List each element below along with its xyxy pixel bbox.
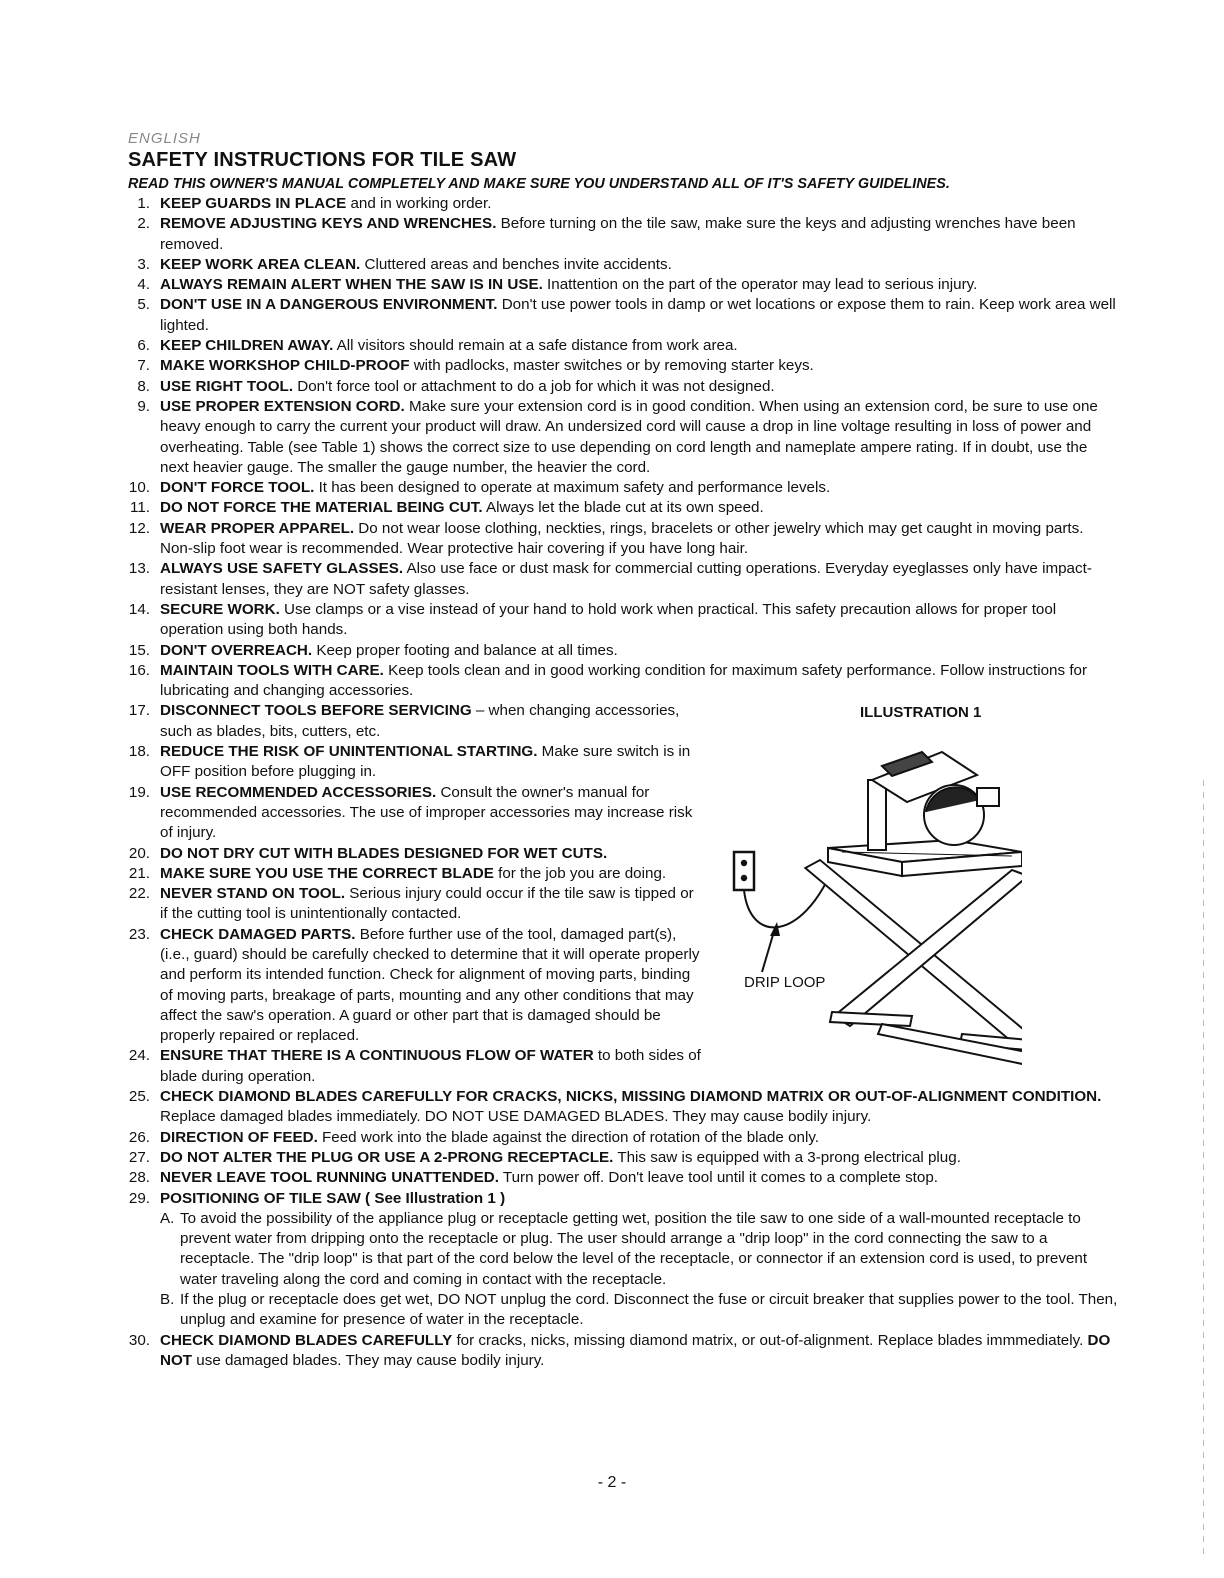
safety-rule-15 (128, 641, 1118, 661)
rule-text: Keep tools clean and in good working condition for maximum safety performance. Follow instructions for lubricating and changing accessories. (160, 661, 1088, 700)
rule-heading: KEEP GUARDS IN PLACE (160, 195, 347, 212)
rule-text: Before turning on the tile saw, make sure the keys and adjusting wrenches have been removed. (160, 215, 1076, 253)
rule-text: Use clamps or a vise instead of your hand to hold work when practical. This safety precaution allows for proper tool operation using both hands. (160, 600, 1057, 639)
rule-heading: REDUCE THE RISK OF UNINTENTIONAL STARTING. (160, 743, 538, 761)
rule-emphasis: DO NOT (160, 1331, 1111, 1369)
rule-text: Always let the blade cut at its own speed. (482, 499, 764, 517)
rule-text: Keep proper footing and balance at all times. (312, 641, 618, 659)
rule-text: Make sure your extension cord is in good condition. When using an extension cord, be sure to use one heavy enough to carry the current your product will draw. An undersized cord will cause a drop in line voltage resulting in loss of power and overheating. Table (see Table 1) shows the correct size to use depending on cord length and nameplate ampere rating. If in doubt, use the next heavier gauge. The smaller the gauge number, the heavier the cord. (160, 397, 1098, 476)
safety-rule-25 (128, 1087, 1118, 1128)
rule-heading: REMOVE ADJUSTING KEYS AND WRENCHES. (160, 215, 497, 233)
safety-rule-5 (128, 295, 1118, 336)
rule-29-sublist (160, 1209, 1118, 1331)
rule-number: 9. (137, 397, 150, 415)
rule-heading: ENSURE THAT THERE IS A CONTINUOUS FLOW OF WATER (160, 1047, 594, 1065)
rule-number: 2. (137, 215, 150, 233)
rule-heading: MAKE WORKSHOP CHILD-PROOF (160, 357, 410, 375)
rule-heading: KEEP WORK AREA CLEAN. (160, 255, 361, 273)
rule-heading: DO NOT ALTER THE PLUG OR USE A 2-PRONG RECEPTACLE. (160, 1148, 614, 1166)
rule-number: 16. (128, 661, 150, 679)
safety-rule-9 (128, 397, 1118, 478)
safety-rule-22 (128, 884, 705, 925)
rule-29-item-a (160, 1209, 1118, 1290)
rule-number: 5. (137, 296, 150, 314)
safety-rule-14 (128, 600, 1118, 641)
rule-number: 7. (137, 357, 150, 375)
rule-heading: USE RECOMMENDED ACCESSORIES. (160, 783, 437, 801)
safety-rule-10 (128, 478, 1118, 498)
wall-receptacle (734, 852, 754, 890)
rule-number: 19. (128, 783, 150, 801)
rule-heading: CHECK DIAMOND BLADES CAREFULLY FOR CRACKS, NICKS, MISSING DIAMOND MATRIX OR OUT-OF-ALIGNMENT CONDITION. (160, 1088, 1102, 1106)
rule-text: Turn power off. Don't leave tool until it comes to a complete stop. (498, 1169, 939, 1187)
rule-heading: DO NOT FORCE THE MATERIAL BEING CUT. (160, 499, 483, 517)
safety-rule-26 (128, 1128, 1118, 1148)
rule-heading: NEVER STAND ON TOOL. (160, 885, 346, 903)
rule-text: This saw is equipped with a 3-prong electrical plug. (613, 1148, 961, 1166)
rule-number: 10. (128, 479, 150, 497)
rule-heading: DISCONNECT TOOLS BEFORE SERVICING (160, 702, 472, 720)
safety-rule-24 (128, 1046, 705, 1087)
safety-rule-17 (128, 701, 705, 742)
safety-rule-3 (128, 255, 1118, 275)
rule-text: Don't force tool or attachment to do a job for which it was not designed. (293, 377, 775, 395)
rule-number: 15. (128, 641, 150, 659)
rule-text: – when changing accessories, such as blades, bits, cutters, etc. (160, 702, 680, 740)
safety-rule-7 (128, 356, 1118, 376)
rule-text: Also use face or dust mask for commercial cutting operations. Everyday eyeglasses only have impact-resistant lenses, they are NOT safety glasses. (160, 560, 1092, 598)
safety-rule-12 (128, 519, 1118, 560)
rule-number: 26. (128, 1128, 150, 1146)
safety-rule-8 (128, 377, 1118, 397)
rule-number: 25. (128, 1088, 150, 1106)
rule-text: Don't use power tools in damp or wet locations or expose them to rain. Keep work area well lighted. (160, 296, 1116, 334)
rule-number: 23. (128, 925, 150, 943)
rule-29-item-b (160, 1290, 1118, 1331)
rule-text: Replace damaged blades immediately. DO NOT USE DAMAGED BLADES. They may cause bodily injury. (160, 1108, 872, 1126)
safety-rule-13 (128, 559, 1118, 600)
rule-text: Do not wear loose clothing, neckties, rings, bracelets or other jewelry which may get caught in moving parts. Non-slip foot wear is recommended. Wear protective hair covering if you have long hair. (160, 519, 1084, 558)
safety-rule-28 (128, 1168, 1118, 1188)
saw-stand (805, 860, 1022, 1066)
rule-heading: MAKE SURE YOU USE THE CORRECT BLADE (160, 864, 494, 882)
rule-heading: POSITIONING OF TILE SAW ( See Illustration 1 ) (160, 1189, 506, 1207)
rule-number: 21. (128, 864, 150, 882)
rule-number: 3. (137, 255, 150, 273)
safety-rule-30 (128, 1331, 1118, 1372)
rule-text: for cracks, nicks, missing diamond matrix, or out-of-alignment. Replace blades immmediately. (452, 1331, 1088, 1349)
rule-text: Cluttered areas and benches invite accidents. (360, 255, 672, 273)
rule-number: 4. (137, 276, 150, 294)
rule-text: to both sides of blade during operation. (160, 1047, 701, 1085)
safety-rule-23 (128, 925, 705, 1047)
rule-heading: DON'T OVERREACH. (160, 641, 313, 659)
sub-text: To avoid the possibility of the appliance plug or receptacle getting wet, position the tile saw to one side of a wall-mounted receptacle to prevent water from dripping onto the receptacle or plug. The user should arrange a "drip loop" in the cord connecting the saw to a receptacle. The "drip loop" is that part of the cord below the level of the receptacle, or connector if an extension cord is used, to prevent water traveling along the cord and coming in contact with the receptacle. (180, 1209, 1088, 1288)
scan-edge-line (1203, 780, 1204, 1560)
rule-text: with padlocks, master switches or by removing starter keys. (409, 357, 814, 375)
rule-number: 8. (137, 377, 150, 395)
safety-rule-18 (128, 742, 705, 783)
rule-heading: WEAR PROPER APPAREL. (160, 519, 355, 537)
rule-text: Consult the owner's manual for recommended accessories. The use of improper accessories may increase risk of injury. (160, 783, 693, 842)
rule-number: 14. (128, 600, 150, 618)
rule-number: 11. (130, 499, 150, 517)
drip-loop-label: DRIP LOOP (744, 974, 826, 991)
page-title: SAFETY INSTRUCTIONS FOR TILE SAW (128, 149, 517, 171)
rule-text-end: use damaged blades. They may cause bodily injury. (192, 1351, 545, 1369)
rule-number: 13. (128, 560, 150, 578)
saw-table (828, 840, 1022, 876)
rule-heading: DON'T FORCE TOOL. (160, 479, 315, 497)
rule-number: 24. (128, 1047, 150, 1065)
rule-text: for the job you are doing. (493, 864, 667, 882)
rule-text: Inattention on the part of the operator may lead to serious injury. (542, 276, 978, 294)
sub-letter: B. (160, 1291, 175, 1309)
saw-head (868, 752, 999, 850)
safety-rule-4 (128, 275, 1118, 295)
rule-heading: DO NOT DRY CUT WITH BLADES DESIGNED FOR WET CUTS. (160, 844, 608, 862)
rule-heading: MAINTAIN TOOLS WITH CARE. (160, 661, 384, 679)
safety-rule-2 (128, 214, 1118, 255)
rule-number: 29. (128, 1189, 150, 1207)
rule-heading: USE PROPER EXTENSION CORD. (160, 397, 405, 415)
intro-text: READ THIS OWNER'S MANUAL COMPLETELY AND MAKE SURE YOU UNDERSTAND ALL OF IT'S SAFETY GUIDELINES. (128, 176, 950, 192)
rule-number: 30. (128, 1331, 150, 1349)
rule-text: Feed work into the blade against the direction of rotation of the blade only. (317, 1128, 820, 1146)
sub-text: If the plug or receptacle does get wet, DO NOT unplug the cord. Disconnect the fuse or circuit breaker that supplies power to the tool. Then, unplug and examine for presence of water in the receptacle. (180, 1291, 1118, 1329)
rule-text: Make sure switch is in OFF position before plugging in. (160, 743, 691, 781)
rule-number: 1. (137, 195, 150, 212)
tile-saw-drawing (732, 700, 1022, 1090)
rule-number: 22. (128, 885, 150, 903)
rule-heading: ALWAYS USE SAFETY GLASSES. (160, 560, 404, 578)
page-number: - 2 - (597, 1474, 627, 1491)
drip-loop-arrow (762, 922, 780, 972)
rule-heading: ALWAYS REMAIN ALERT WHEN THE SAW IS IN USE. (160, 276, 543, 294)
rule-heading: USE RIGHT TOOL. (160, 377, 294, 395)
rule-number: 18. (128, 743, 150, 761)
rule-heading: CHECK DAMAGED PARTS. (160, 925, 356, 943)
rule-text: Serious injury could occur if the tile saw is tipped or if the cutting tool is unintentionally contacted. (160, 885, 694, 923)
rule-heading: SECURE WORK. (160, 600, 280, 618)
safety-rule-20 (128, 844, 705, 864)
rule-heading: DIRECTION OF FEED. (160, 1128, 318, 1146)
rule-text: It has been designed to operate at maximum safety and performance levels. (314, 479, 831, 497)
sub-letter: A. (160, 1209, 175, 1227)
safety-rule-1 (128, 194, 1118, 214)
safety-rule-27 (128, 1148, 1118, 1168)
rule-text: All visitors should remain at a safe distance from work area. (333, 337, 738, 355)
rule-number: 27. (128, 1148, 150, 1166)
safety-rule-21 (128, 864, 705, 884)
rule-number: 12. (128, 519, 150, 537)
safety-rule-6 (128, 336, 1118, 356)
rule-heading: DON'T USE IN A DANGEROUS ENVIRONMENT. (160, 296, 498, 314)
rule-text: and in working order. (346, 195, 492, 212)
rule-heading: CHECK DIAMOND BLADES CAREFULLY (160, 1331, 453, 1349)
rule-number: 20. (128, 844, 150, 862)
rule-number: 6. (137, 337, 150, 355)
rule-number: 17. (128, 702, 150, 720)
rule-heading: NEVER LEAVE TOOL RUNNING UNATTENDED. (160, 1169, 499, 1187)
safety-rule-16 (128, 661, 1118, 702)
rule-text: Before further use of the tool, damaged part(s), (i.e., guard) should be carefully checked to determine that it will operate properly and perform its intended function. Check for alignment of moving parts, binding of moving parts, breakage of parts, mounting and any other conditions that may affect the saw's operation. A guard or other part that is damaged should be properly repaired or replaced. (160, 925, 700, 1045)
illustration-title: ILLUSTRATION 1 (860, 704, 982, 721)
safety-rule-11 (128, 498, 1118, 518)
safety-rule-29 (128, 1189, 1118, 1331)
rule-number: 28. (128, 1169, 150, 1187)
rule-heading: KEEP CHILDREN AWAY. (160, 337, 334, 355)
safety-rule-19 (128, 783, 705, 844)
language-label: ENGLISH (128, 130, 201, 147)
illustration-1 (732, 700, 1022, 1090)
